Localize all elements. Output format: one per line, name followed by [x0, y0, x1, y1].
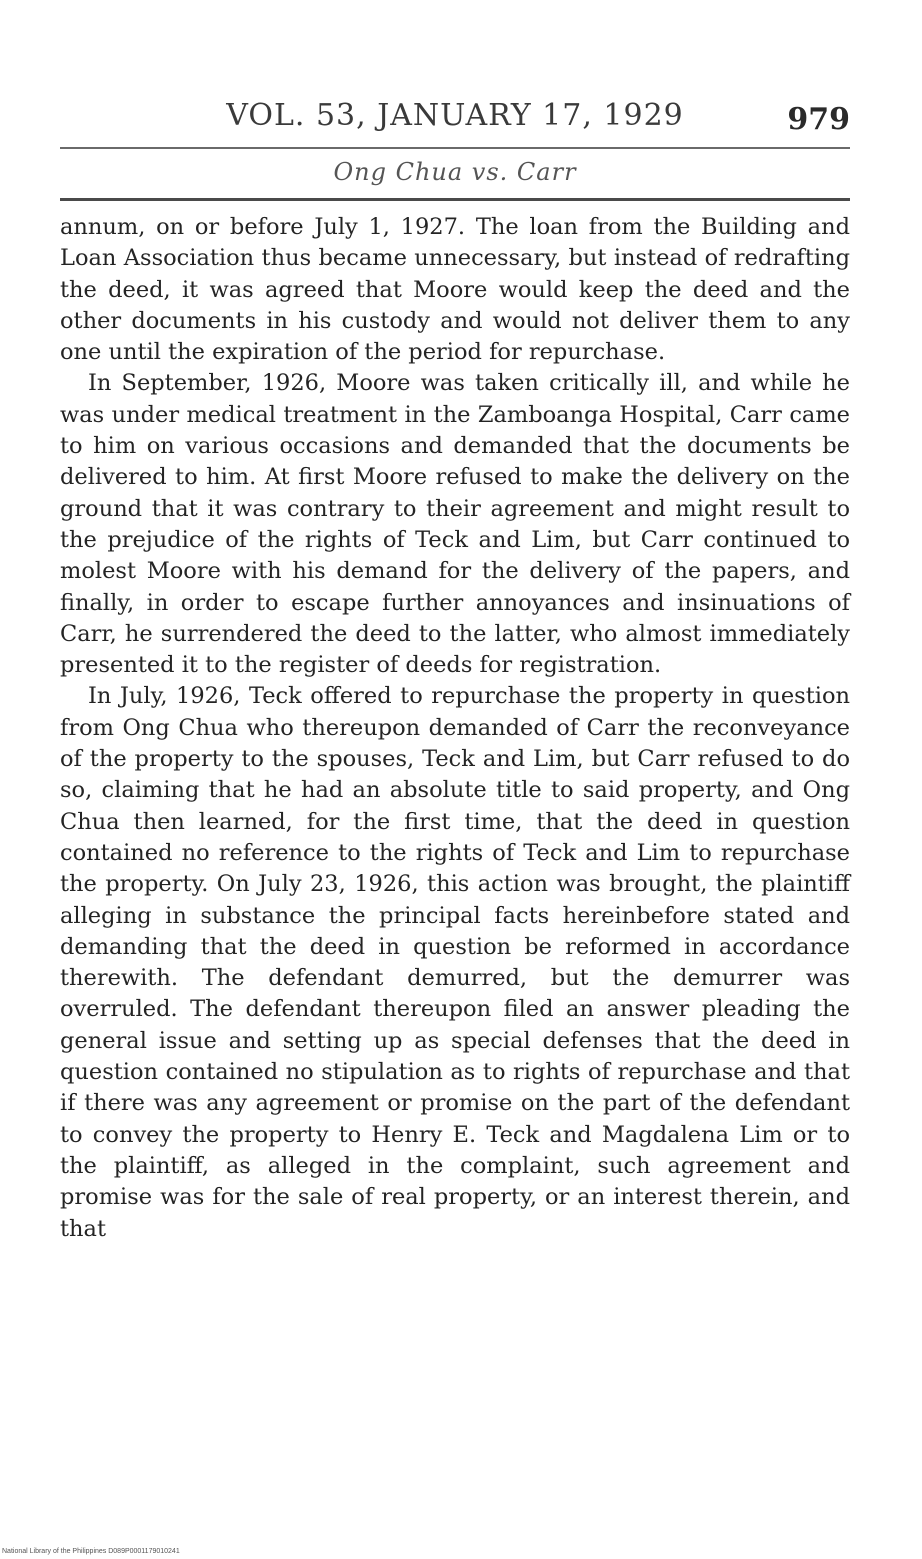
running-head — [60, 92, 850, 140]
case-title: Ong Chua vs. Carr — [333, 158, 577, 186]
scan-credit: National Library of the Philippines D089P0001179010241 — [2, 1548, 180, 1555]
volume-date-heading: VOL. 53, JANUARY 17, 1929 — [226, 98, 684, 133]
paragraph: In July, 1926, Teck offered to repurchase the property in question from Ong Chua who thereupon demanded of Carr the reconveyance of the property to the spouses, Teck and Lim, but Carr refused to do so, claiming that he had an absolute title to said property, and Ong Chua then learned, for the first time, that the deed in question contained no reference to the rights of Teck and Lim to repurchase the property. On July 23, 1926, this action was brought, the plaintiff alleging in substance the principal facts hereinbefore stated and demanding that the deed in question be reformed in accordance therewith. The defendant demurred, but the demurrer was overruled. The defendant thereupon filed an answer pleading the general issue and setting up as special defenses that the deed in question contained no stipulation as to rights of repurchase and that if there was any agreement or promise on the part of the defendant to convey the property to Henry E. Teck and Magdalena Lim or to the plaintiff, as alleged in the complaint, such agreement and promise was for the sale of real property, or an interest therein, and that — [60, 683, 850, 1242]
header-rule-bottom — [60, 198, 850, 201]
body-text — [60, 212, 850, 1245]
header-rule-top — [60, 147, 850, 149]
paragraph: In September, 1926, Moore was taken critically ill, and while he was under medical treatment in the Zamboanga Hospital, Carr came to him on various occasions and demanded that the documents be delivered to him. At first Moore refused to make the delivery on the ground that it was contrary to their agreement and might result to the prejudice of the rights of Teck and Lim, but Carr continued to molest Moore with his demand for the delivery of the papers, and finally, in order to escape further annoyances and insinuations of Carr, he surrendered the deed to the latter, who almost immediately presented it to the register of deeds for registration. — [60, 370, 850, 679]
page-number: 979 — [787, 102, 850, 137]
paragraph-continuation: annum, on or before July 1, 1927. The loan from the Building and Loan Association thus became unnecessary, but instead of redrafting the deed, it was agreed that Moore would keep the deed and the other documents in his custody and would not deliver them to any one until the expiration of the period for repurchase. — [60, 214, 850, 366]
